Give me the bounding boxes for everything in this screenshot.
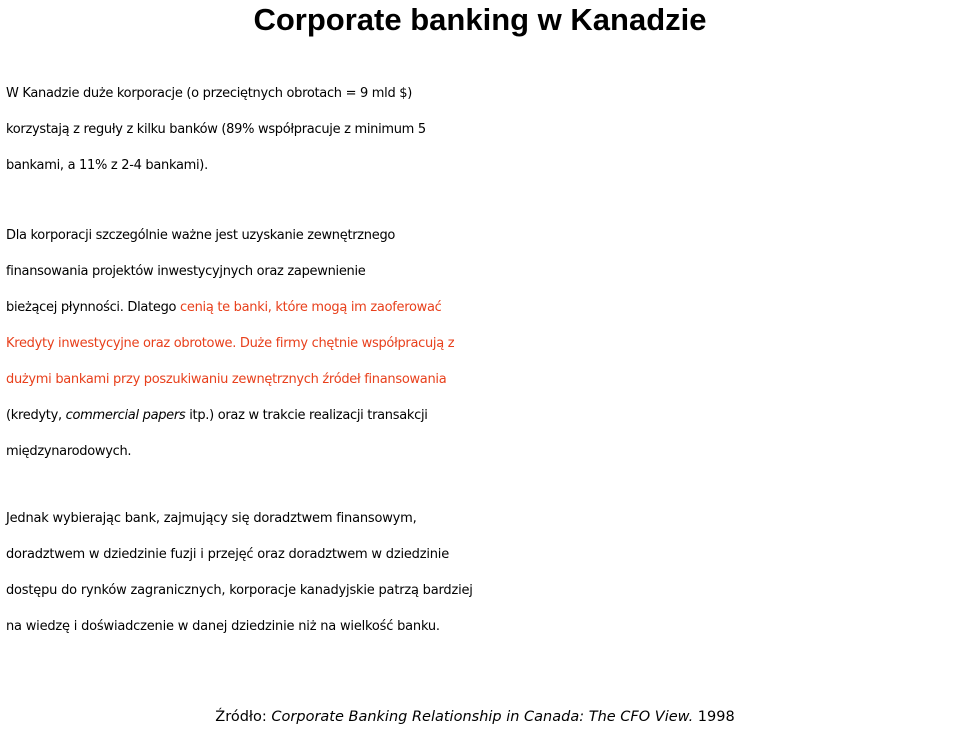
text-line [6, 326, 960, 362]
text-line: na wiedzę i doświadczenie w danej dziedzinie niż na wielkość banku. [6, 619, 440, 634]
text-segment: bieżącej płynności. Dlatego [6, 300, 181, 315]
text-line: Jednak wybierając bank, zajmujący się doradztwem finansowym, [6, 511, 417, 526]
text-line [6, 398, 960, 434]
source-citation [0, 706, 950, 728]
text-line: W Kanadzie duże korporacje (o przeciętnych obrotach = 9 mld $) [6, 86, 413, 101]
paragraph-intro [6, 76, 960, 184]
source-prefix: Źródło: [215, 709, 272, 725]
text-line: bankami, a 11% z 2-4 bankami). [6, 158, 208, 173]
highlighted-text: Duże firmy chętnie współpracują z [236, 336, 455, 351]
highlighted-text: cenią te banki, które mogą im zaoferować [180, 300, 442, 315]
paragraph-financing [6, 218, 960, 470]
text-segment: itp.) oraz w trakcie realizacji transakcji [185, 408, 428, 423]
highlighted-text-line: dużymi bankami przy poszukiwaniu zewnętrznych źródeł finansowania [6, 372, 447, 387]
text-line: dostępu do rynków zagranicznych, korporacje kanadyjskie patrzą bardziej [6, 583, 473, 598]
page-title: Corporate banking w Kanadzie [253, 2, 707, 37]
paragraph-advisory [6, 501, 960, 645]
text-segment: (kredyty, [6, 408, 66, 423]
source-year: 1998 [693, 709, 735, 725]
source-title: Corporate Banking Relationship in Canada: The CFO View. [271, 709, 694, 725]
text-line [6, 290, 960, 326]
highlighted-text: Kredyty inwestycyjne oraz obrotowe. [6, 336, 237, 351]
text-line: finansowania projektów inwestycyjnych oraz zapewnienie [6, 264, 366, 279]
text-line: międzynarodowych. [6, 444, 132, 459]
italic-term: commercial papers [65, 408, 186, 423]
text-line: korzystają z reguły z kilku banków (89% współpracuje z minimum 5 [6, 122, 426, 137]
text-line: doradztwem w dziedzinie fuzji i przejęć oraz doradztwem w dziedzinie [6, 547, 450, 562]
text-line: Dla korporacji szczególnie ważne jest uzyskanie zewnętrznego [6, 228, 396, 243]
